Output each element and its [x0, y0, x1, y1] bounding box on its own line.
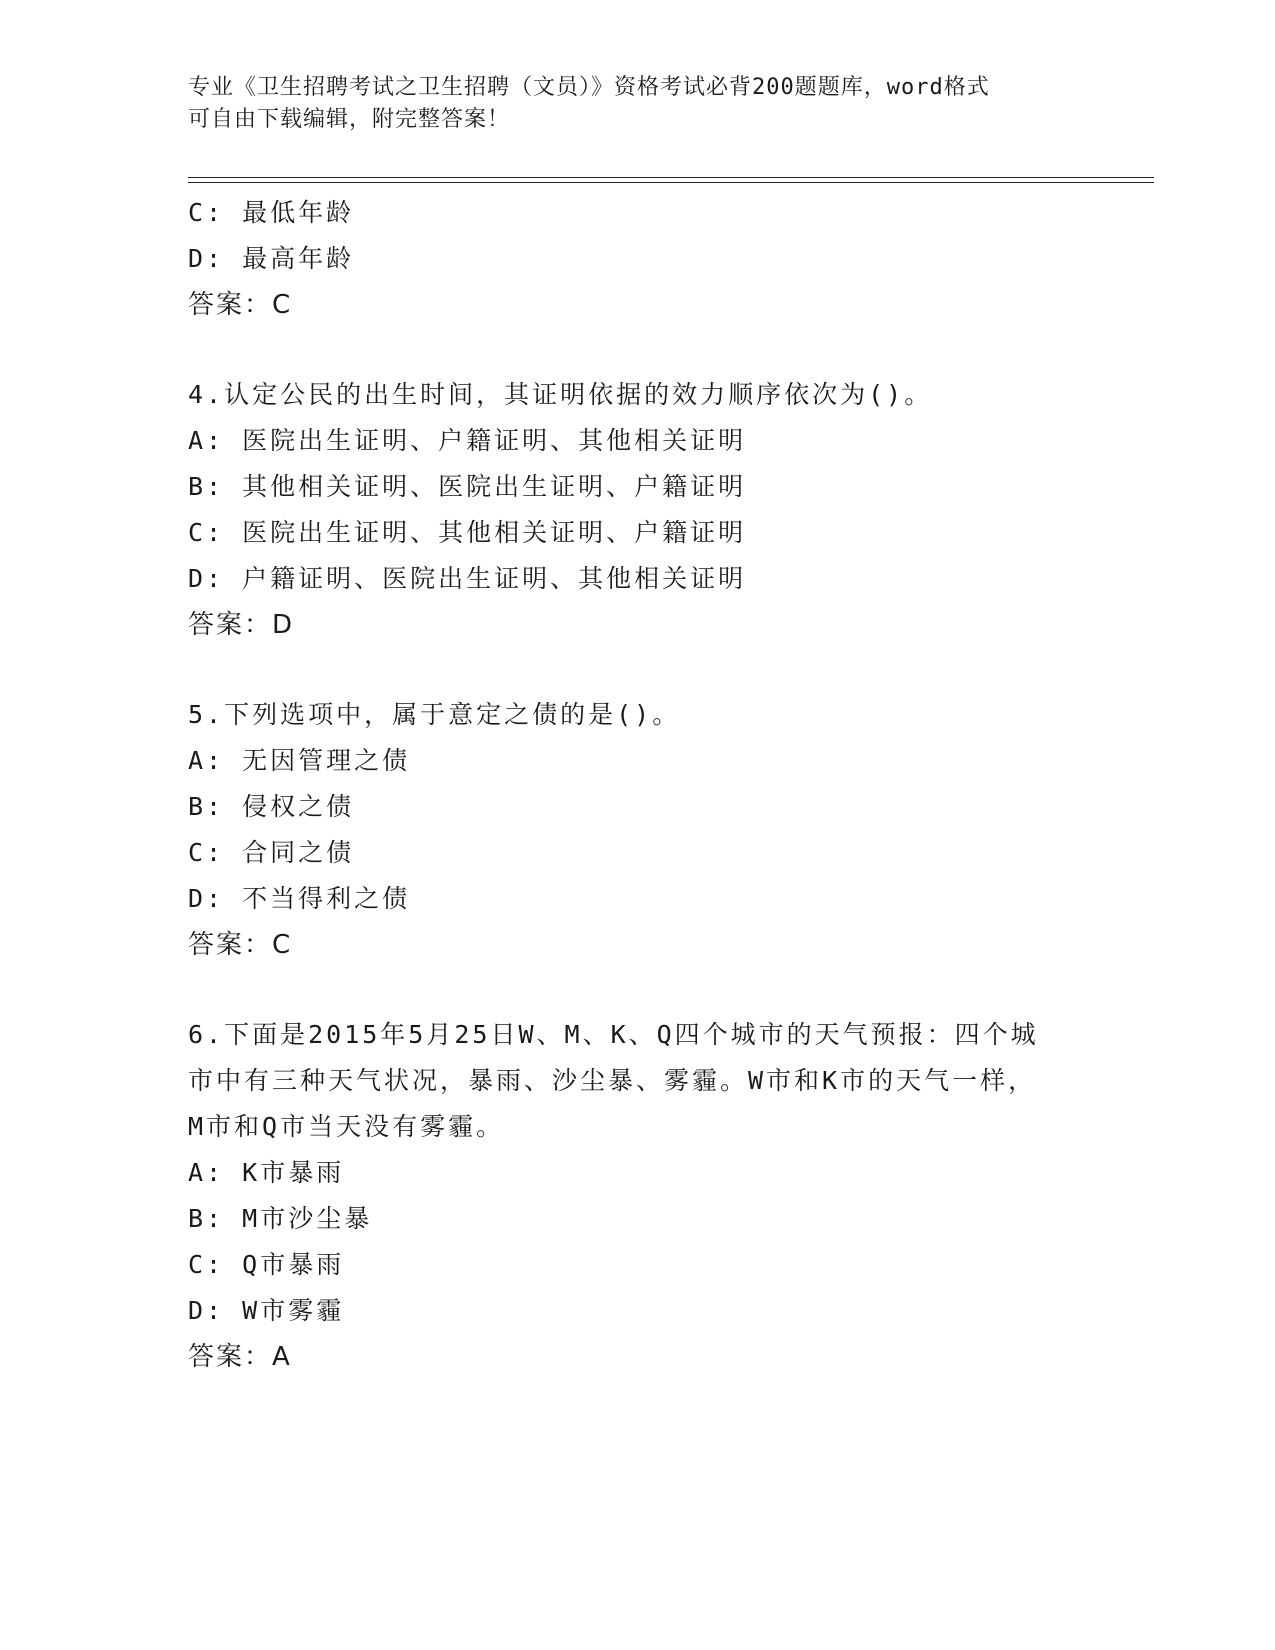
header-divider-top [188, 177, 1154, 178]
spacer [188, 328, 1088, 372]
option-d: D: 不当得利之债 [188, 884, 411, 913]
option-c: C: 医院出生证明、其他相关证明、户籍证明 [188, 518, 747, 547]
option-d: D: 户籍证明、医院出生证明、其他相关证明 [188, 564, 747, 593]
question-stem-line: M市和Q市当天没有雾霾。 [188, 1112, 505, 1141]
question-stem-line: 6.下面是2015年5月25日W、M、K、Q四个城市的天气预报：四个城 [188, 1020, 1039, 1049]
question-stem: 4.认定公民的出生时间，其证明依据的效力顺序依次为()。 [188, 380, 933, 409]
header-title-line2: 可自由下载编辑，附完整答案！ [188, 107, 511, 132]
question-block-5 [188, 692, 1088, 968]
spacer [188, 968, 1088, 1012]
question-list [188, 190, 1088, 1380]
question-block-6 [188, 1012, 1088, 1380]
question-stem-line: 市中有三种天气状况，暴雨、沙尘暴、雾霾。W市和K市的天气一样， [188, 1066, 1037, 1095]
document-header [188, 72, 1088, 136]
answer-line: 答案：D [188, 610, 295, 640]
question-stem: 5.下列选项中，属于意定之债的是()。 [188, 700, 681, 729]
header-divider-bottom [188, 182, 1154, 183]
answer-line: 答案：C [188, 290, 293, 320]
question-block-4 [188, 372, 1088, 648]
option-c: C: 最低年龄 [188, 198, 355, 227]
answer-line: 答案：C [188, 930, 293, 960]
option-c: C: Q市暴雨 [188, 1250, 345, 1279]
option-b: B: 其他相关证明、医院出生证明、户籍证明 [188, 472, 747, 501]
header-title-line1: 专业《卫生招聘考试之卫生招聘（文员）》资格考试必背200题题库，word格式 [188, 75, 990, 100]
question-block-prev [188, 190, 1088, 328]
option-b: B: 侵权之债 [188, 792, 355, 821]
option-b: B: M市沙尘暴 [188, 1204, 373, 1233]
spacer [188, 648, 1088, 692]
option-d: D: W市雾霾 [188, 1296, 345, 1325]
option-c: C: 合同之债 [188, 838, 355, 867]
option-d: D: 最高年龄 [188, 244, 355, 273]
option-a: A: 无因管理之债 [188, 746, 411, 775]
answer-line: 答案：A [188, 1342, 292, 1372]
option-a: A: K市暴雨 [188, 1158, 345, 1187]
option-a: A: 医院出生证明、户籍证明、其他相关证明 [188, 426, 747, 455]
